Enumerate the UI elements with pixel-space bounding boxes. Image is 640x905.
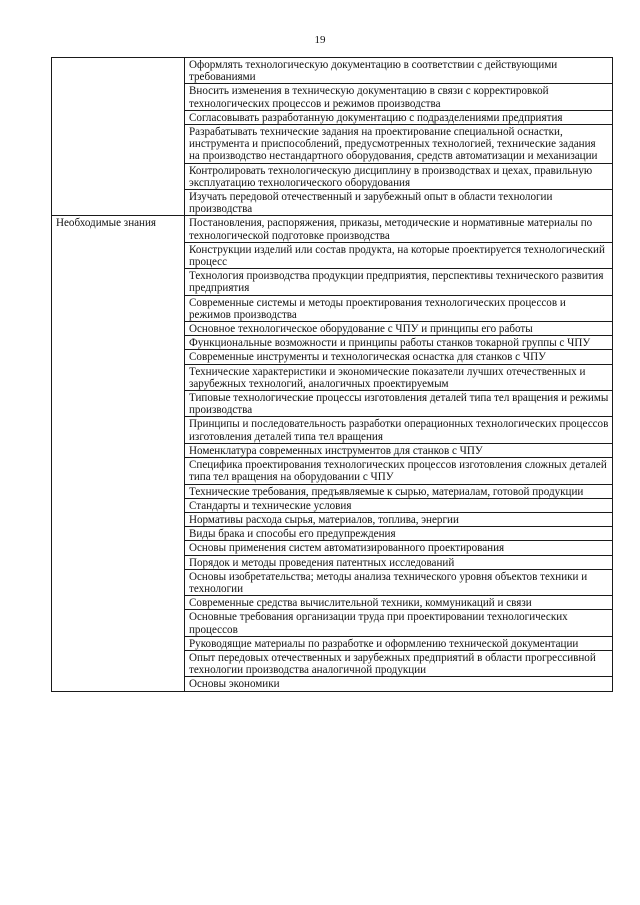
- table-row: [52, 58, 613, 84]
- requirement-item: Вносить изменения в техническую документацию в связи с корректировкой технологических процессов и режимов производства: [185, 84, 613, 110]
- requirement-item: Виды брака и способы его предупреждения: [185, 527, 613, 541]
- requirement-item: Технология производства продукции предприятия, перспективы технического развития предприятия: [185, 269, 613, 295]
- requirement-item: Согласовывать разработанную документацию с подразделениями предприятия: [185, 110, 613, 124]
- requirement-item: Опыт передовых отечественных и зарубежных предприятий в области прогрессивной технологии производства аналогичной продукции: [185, 650, 613, 676]
- table-row: [52, 216, 613, 242]
- requirement-item: Изучать передовой отечественный и зарубежный опыт в области технологии производства: [185, 190, 613, 216]
- requirement-item: Типовые технологические процессы изготовления деталей типа тел вращения и режимы производства: [185, 391, 613, 417]
- requirement-item: Основное технологическое оборудование с ЧПУ и принципы его работы: [185, 322, 613, 336]
- requirement-item: Основы применения систем автоматизированного проектирования: [185, 541, 613, 555]
- requirement-item: Современные средства вычислительной техники, коммуникаций и связи: [185, 596, 613, 610]
- requirement-item: Контролировать технологическую дисциплину в производствах и цехах, правильную эксплуатацию технологического оборудования: [185, 163, 613, 189]
- section-label-empty: [52, 58, 185, 216]
- page-number: 19: [314, 34, 326, 46]
- requirement-item: Современные системы и методы проектирования технологических процессов и режимов производства: [185, 295, 613, 321]
- requirement-item: Основные требования организации труда при проектировании технологических процессов: [185, 610, 613, 636]
- requirement-item: Основы экономики: [185, 677, 613, 691]
- requirement-item: Стандарты и технические условия: [185, 498, 613, 512]
- requirements-table-body: [52, 58, 613, 692]
- requirement-item: Основы изобретательства; методы анализа технического уровня объектов техники и технологии: [185, 569, 613, 595]
- requirement-item: Принципы и последовательность разработки операционных технологических процессов изготовления деталей типа тел вращения: [185, 417, 613, 443]
- requirement-item: Разрабатывать технические задания на проектирование специальной оснастки, инструмента и приспособлений, предусмотренных технологией, технические задания на производство нестандартного оборудования, средств автоматизации и механизации: [185, 125, 613, 164]
- requirement-item: Номенклатура современных инструментов для станков с ЧПУ: [185, 443, 613, 457]
- requirement-item: Порядок и методы проведения патентных исследований: [185, 555, 613, 569]
- requirement-item: Конструкции изделий или состав продукта, на которые проектируется технологический процесс: [185, 242, 613, 268]
- requirement-item: Оформлять технологическую документацию в соответствии с действующими требованиями: [185, 58, 613, 84]
- requirement-item: Современные инструменты и технологическая оснастка для станков с ЧПУ: [185, 350, 613, 364]
- requirement-item: Руководящие материалы по разработке и оформлению технической документации: [185, 636, 613, 650]
- requirement-item: Специфика проектирования технологических процессов изготовления сложных деталей типа тел вращения на оборудовании с ЧПУ: [185, 458, 613, 484]
- requirements-table: [51, 57, 613, 692]
- requirement-item: Постановления, распоряжения, приказы, методические и нормативные материалы по технологической подготовке производства: [185, 216, 613, 242]
- requirement-item: Функциональные возможности и принципы работы станков токарной группы с ЧПУ: [185, 336, 613, 350]
- requirement-item: Технические характеристики и экономические показатели лучших отечественных и зарубежных технологий, аналогичных проектируемым: [185, 364, 613, 390]
- section-label: Необходимые знания: [52, 216, 185, 691]
- requirement-item: Нормативы расхода сырья, материалов, топлива, энергии: [185, 512, 613, 526]
- requirement-item: Технические требования, предъявляемые к сырью, материалам, готовой продукции: [185, 484, 613, 498]
